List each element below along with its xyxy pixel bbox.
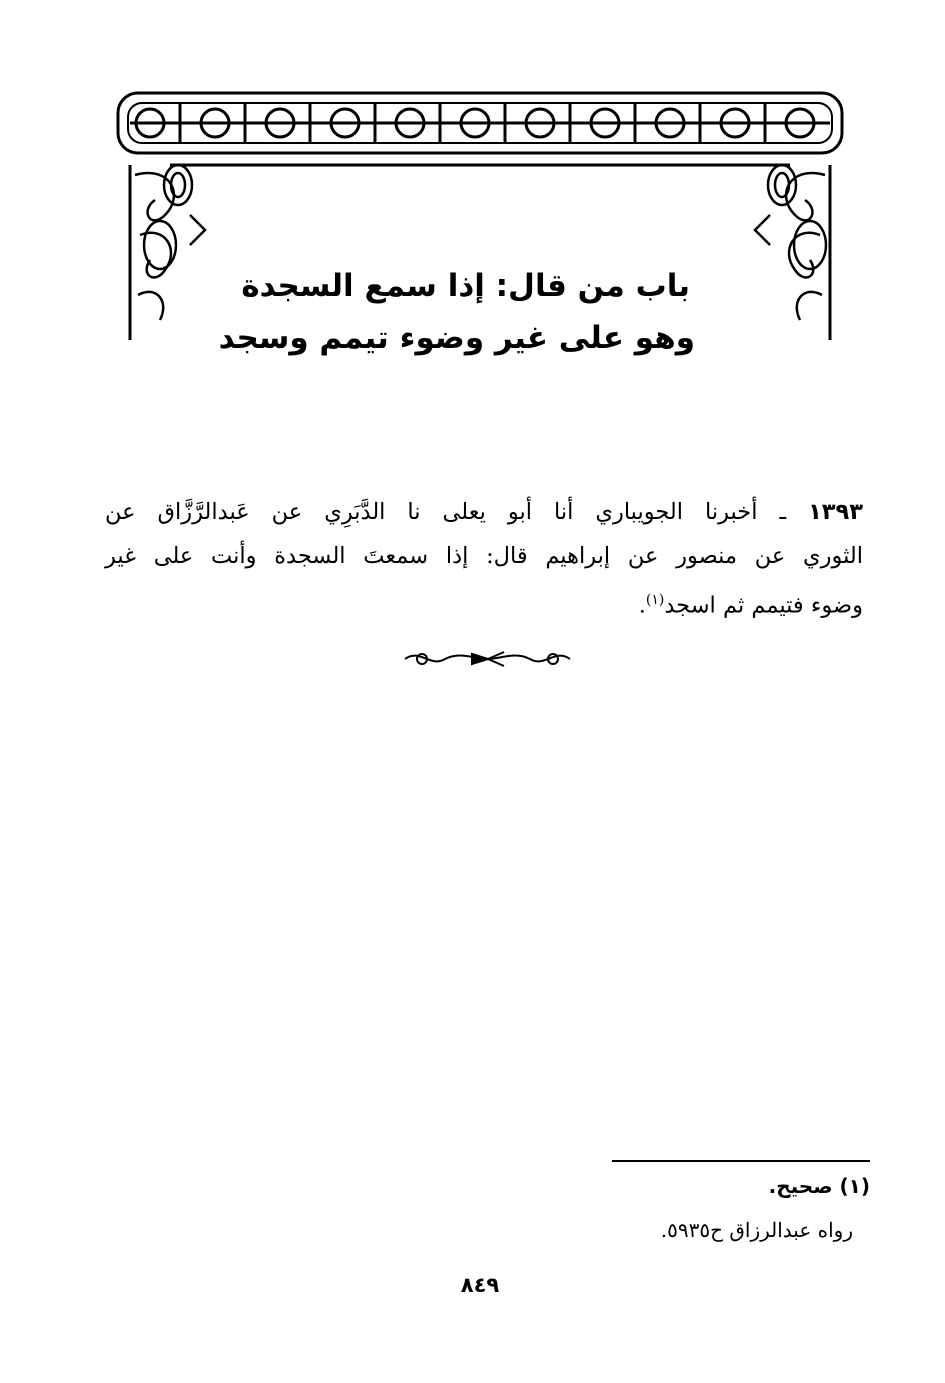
ornamental-header-frame: [110, 85, 850, 345]
footnote-separator: [612, 1160, 870, 1162]
hadith-number: ١٣٩٣: [808, 499, 863, 525]
hadith-text-1: ـ أخبرنا الجويباري أنا أبو يعلى نا الدَّبَرِي عن عَبدالرَّزَّاق عن: [105, 499, 787, 525]
knot-band: [118, 93, 842, 153]
hadith-line-3: [105, 578, 863, 628]
footnote-reference[interactable]: (١): [645, 592, 665, 608]
chapter-title-line-1: باب من قال: إذا سمع السجدة: [241, 268, 690, 304]
footnote-1-grade: (١) صحيح.: [768, 1174, 870, 1198]
footnote-1-source: رواه عبدالرزاق ح٥٩٣٥.: [660, 1218, 853, 1242]
hadith-line-2: الثوري عن منصور عن إبراهيم قال: إذا سمعتَ السجدة وأنت على غير: [105, 543, 863, 569]
flourish-divider: [400, 646, 575, 672]
hadith-text-3: وضوء فتيمم ثم اسجد: [664, 592, 863, 619]
hadith-line-1: [105, 490, 863, 534]
page-number: ٨٤٩: [460, 1273, 500, 1297]
chapter-title-line-2: وهو على غير وضوء تيمم وسجد: [218, 320, 695, 356]
hadith-end-period: .: [638, 592, 646, 619]
